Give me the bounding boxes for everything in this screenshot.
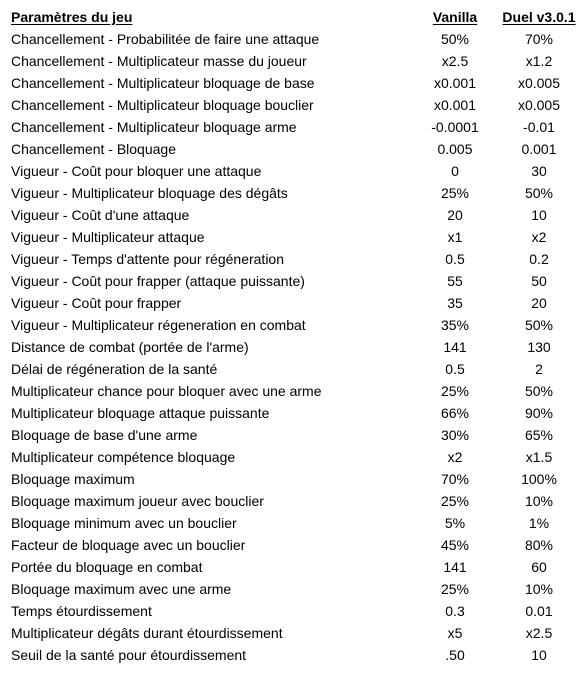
table-row [0, 182, 586, 204]
vanilla-value-cell: x0.001 [433, 75, 477, 91]
duel-value-cell: 0.001 [521, 141, 557, 157]
vanilla-value-cell: 141 [443, 339, 467, 355]
duel-value-cell: 50% [524, 317, 554, 333]
vanilla-value-cell: 141 [443, 559, 467, 575]
vanilla-value-cell: 0.5 [445, 251, 465, 267]
table-row [0, 446, 586, 468]
vanilla-value-cell: -0.0001 [431, 119, 479, 135]
parameter-name-cell: Distance de combat (portée de l'arme) [11, 339, 249, 355]
vanilla-value-cell: 55 [447, 273, 463, 289]
parameter-name-cell: Bloquage minimum avec un bouclier [11, 515, 237, 531]
parameter-name-cell: Temps étourdissement [11, 603, 152, 619]
parameter-name-cell: Multiplicateur dégâts durant étourdissement [11, 625, 283, 641]
duel-value-cell: 60 [531, 559, 547, 575]
table-row [0, 644, 586, 666]
parameter-name-cell: Chancellement - Bloquage [11, 141, 176, 157]
vanilla-value-cell: 25% [440, 383, 470, 399]
vanilla-value-cell: 35 [447, 295, 463, 311]
duel-value-cell: 130 [527, 339, 551, 355]
duel-value-cell: 1% [528, 515, 550, 531]
duel-value-cell: x0.005 [517, 97, 561, 113]
parameter-name-cell: Délai de régéneration de la santé [11, 361, 218, 377]
parameter-name-cell: Bloquage maximum avec une arme [11, 581, 232, 597]
table-row [0, 380, 586, 402]
header-duel: Duel v3.0.1 [502, 9, 576, 25]
duel-value-cell: 0.2 [529, 251, 549, 267]
duel-value-cell: x2.5 [525, 625, 553, 641]
vanilla-value-cell: 35% [440, 317, 470, 333]
duel-value-cell: 10 [531, 207, 547, 223]
parameter-name-cell: Bloquage maximum [11, 471, 135, 487]
duel-value-cell: x2 [531, 229, 547, 245]
table-row [0, 424, 586, 446]
parameter-name-cell: Portée du bloquage en combat [11, 559, 203, 575]
table-row [0, 292, 586, 314]
duel-value-cell: 50 [531, 273, 547, 289]
parameter-name-cell: Chancellement - Multiplicateur bloquage bouclier [11, 97, 314, 113]
parameter-name-cell: Vigueur - Multiplicateur régeneration en combat [11, 317, 306, 333]
vanilla-value-cell: 50% [440, 31, 470, 47]
header-parameter: Paramètres du jeu [11, 9, 133, 25]
vanilla-value-cell: 25% [440, 185, 470, 201]
parameter-name-cell: Multiplicateur bloquage attaque puissante [11, 405, 270, 421]
table-row [0, 358, 586, 380]
table-row [0, 336, 586, 358]
duel-value-cell: 50% [524, 383, 554, 399]
table-row [0, 50, 586, 72]
parameter-name-cell: Multiplicateur chance pour bloquer avec une arme [11, 383, 322, 399]
table-body [0, 28, 586, 666]
duel-value-cell: 50% [524, 185, 554, 201]
duel-value-cell: 70% [524, 31, 554, 47]
table-row [0, 28, 586, 50]
vanilla-value-cell: x5 [447, 625, 463, 641]
parameter-name-cell: Bloquage de base d'une arme [11, 427, 198, 443]
table-row [0, 578, 586, 600]
parameter-name-cell: Facteur de bloquage avec un bouclier [11, 537, 246, 553]
parameter-name-cell: Vigueur - Temps d'attente pour régéneration [11, 251, 284, 267]
table-row [0, 622, 586, 644]
vanilla-value-cell: .50 [445, 647, 465, 663]
table-row [0, 468, 586, 490]
parameter-name-cell: Vigueur - Multiplicateur attaque [11, 229, 205, 245]
table-row [0, 512, 586, 534]
parameter-name-cell: Vigueur - Coût d'une attaque [11, 207, 190, 223]
vanilla-value-cell: 0.005 [437, 141, 473, 157]
duel-value-cell: 10% [524, 493, 554, 509]
table-row [0, 72, 586, 94]
table-row [0, 534, 586, 556]
vanilla-value-cell: 70% [440, 471, 470, 487]
parameter-name-cell: Multiplicateur compétence bloquage [11, 449, 236, 465]
duel-value-cell: 90% [524, 405, 554, 421]
duel-value-cell: x0.005 [517, 75, 561, 91]
duel-value-cell: x1.5 [525, 449, 553, 465]
parameter-name-cell: Bloquage maximum joueur avec bouclier [11, 493, 264, 509]
vanilla-value-cell: 5% [444, 515, 466, 531]
table-row [0, 556, 586, 578]
parameter-name-cell: Chancellement - Multiplicateur bloquage de base [11, 75, 315, 91]
vanilla-value-cell: x1 [447, 229, 463, 245]
table-row [0, 600, 586, 622]
table-row [0, 204, 586, 226]
header-row [0, 6, 586, 28]
vanilla-value-cell: 30% [440, 427, 470, 443]
duel-value-cell: x1.2 [525, 53, 553, 69]
table-row [0, 138, 586, 160]
parameter-name-cell: Seuil de la santé pour étourdissement [11, 647, 247, 663]
table-row [0, 248, 586, 270]
duel-value-cell: 30 [531, 163, 547, 179]
header-vanilla: Vanilla [432, 9, 478, 25]
vanilla-value-cell: 20 [447, 207, 463, 223]
parameter-name-cell: Vigueur - Coût pour frapper [11, 295, 182, 311]
table-row [0, 226, 586, 248]
duel-value-cell: 10% [524, 581, 554, 597]
table-row [0, 160, 586, 182]
parameter-name-cell: Vigueur - Coût pour bloquer une attaque [11, 163, 262, 179]
duel-value-cell: 80% [524, 537, 554, 553]
duel-value-cell: 10 [531, 647, 547, 663]
vanilla-value-cell: 0.3 [445, 603, 465, 619]
vanilla-value-cell: 25% [440, 581, 470, 597]
parameter-name-cell: Vigueur - Multiplicateur bloquage des dégâts [11, 185, 288, 201]
parameter-name-cell: Vigueur - Coût pour frapper (attaque puissante) [11, 273, 305, 289]
duel-value-cell: 65% [524, 427, 554, 443]
duel-value-cell: 2 [535, 361, 543, 377]
table-row [0, 314, 586, 336]
vanilla-value-cell: 45% [440, 537, 470, 553]
table-row [0, 270, 586, 292]
vanilla-value-cell: 66% [440, 405, 470, 421]
table-row [0, 490, 586, 512]
table-row [0, 116, 586, 138]
vanilla-value-cell: 0 [451, 163, 459, 179]
parameter-name-cell: Chancellement - Multiplicateur bloquage arme [11, 119, 297, 135]
table-row [0, 402, 586, 424]
vanilla-value-cell: x2 [447, 449, 463, 465]
duel-value-cell: -0.01 [523, 119, 555, 135]
parameter-name-cell: Chancellement - Probabilitée de faire une attaque [11, 31, 320, 47]
vanilla-value-cell: 0.5 [445, 361, 465, 377]
duel-value-cell: 100% [521, 471, 557, 487]
vanilla-value-cell: x0.001 [433, 97, 477, 113]
table-row [0, 94, 586, 116]
vanilla-value-cell: 25% [440, 493, 470, 509]
duel-value-cell: 0.01 [525, 603, 553, 619]
duel-value-cell: 20 [531, 295, 547, 311]
parameter-name-cell: Chancellement - Multiplicateur masse du joueur [11, 53, 307, 69]
game-parameters-table [0, 6, 586, 666]
vanilla-value-cell: x2.5 [441, 53, 469, 69]
